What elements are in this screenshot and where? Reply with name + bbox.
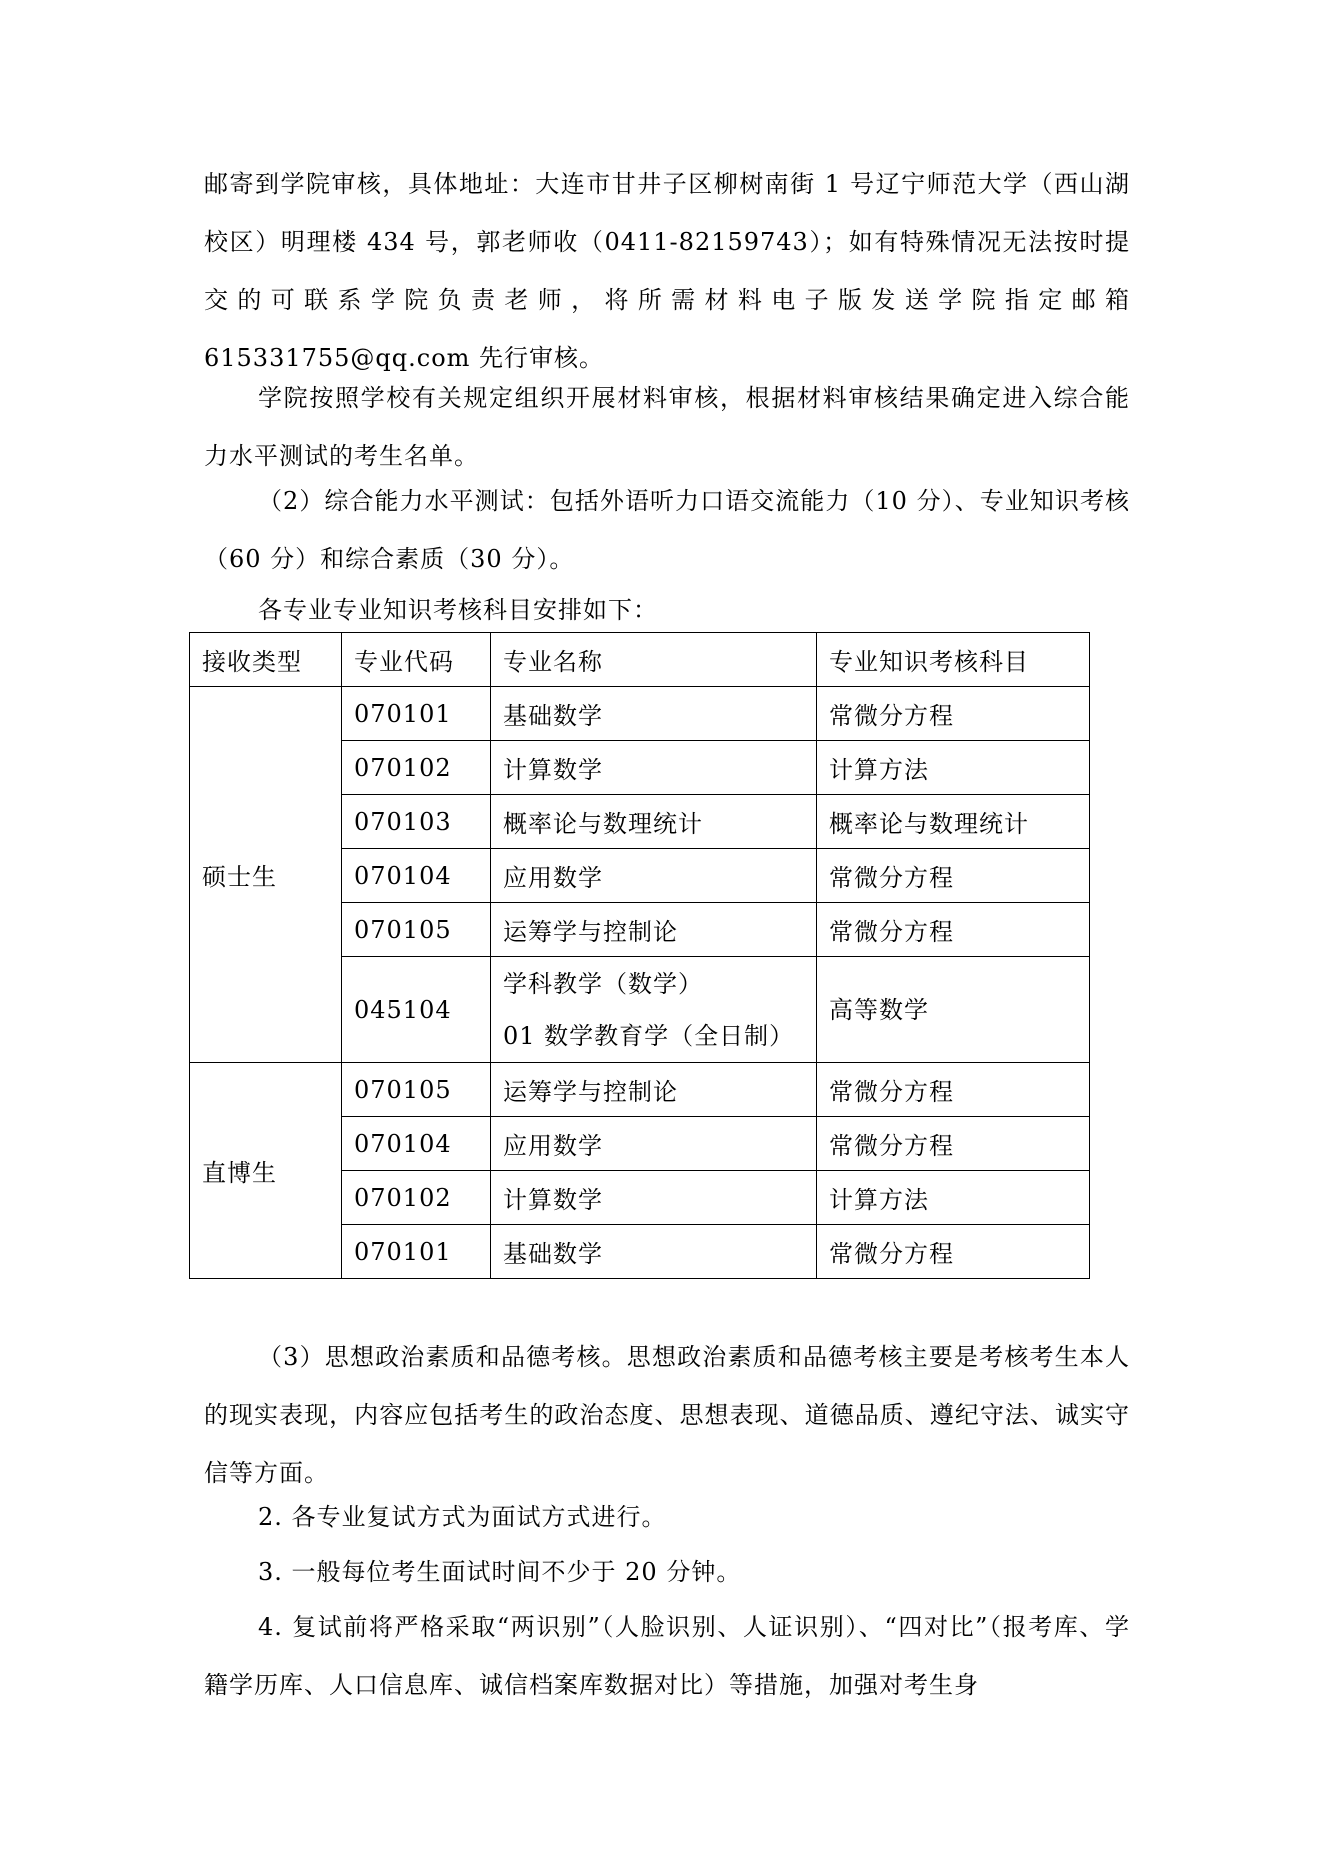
cell-subject: 常微分方程: [817, 1225, 1090, 1279]
subjects-table: [189, 632, 1090, 1279]
cell-code: 070102: [342, 741, 491, 795]
header-name: 专业名称: [491, 633, 817, 687]
cell-code: 070102: [342, 1171, 491, 1225]
cell-name: 基础数学: [491, 687, 817, 741]
paragraph-identity-verification: 4. 复试前将严格采取“两识别”（人脸识别、人证识别）、“四对比”（报考库、学籍学历库、人口信息库、诚信档案库数据对比）等措施，加强对考生身: [204, 1613, 1130, 1699]
cell-name: 应用数学: [491, 849, 817, 903]
cell-name: 应用数学: [491, 1117, 817, 1171]
cell-code: 045104: [342, 957, 491, 1063]
cell-code: 070104: [342, 849, 491, 903]
cell-subject: 常微分方程: [817, 1063, 1090, 1117]
cell-code: 070101: [342, 1225, 491, 1279]
cell-name: 运筹学与控制论: [491, 1063, 817, 1117]
cell-code: 070105: [342, 903, 491, 957]
cell-code: 070104: [342, 1117, 491, 1171]
paragraph-material-review: 学院按照学校有关规定组织开展材料审核，根据材料审核结果确定进入综合能力水平测试的考生名单。: [204, 384, 1130, 470]
cell-name: 概率论与数理统计: [491, 795, 817, 849]
cell-code: 070101: [342, 687, 491, 741]
table-header-row: [190, 633, 1090, 687]
paragraph-political-assessment: （3）思想政治素质和品德考核。思想政治素质和品德考核主要是考核考生本人的现实表现，内容应包括考生的政治态度、思想表现、道德品质、遵纪守法、诚实守信等方面。: [204, 1343, 1130, 1487]
cell-code: 070105: [342, 1063, 491, 1117]
cell-subject: 常微分方程: [817, 849, 1090, 903]
group-type-master: 硕士生: [190, 687, 342, 1063]
cell-subject: 高等数学: [817, 957, 1090, 1063]
paragraph-mailing-address: 邮寄到学院审核，具体地址：大连市甘井子区柳树南街 1 号辽宁师范大学（西山湖校区）明理楼 434 号，郭老师收（0411-82159743）；如有特殊情况无法按时提交的可联系学院负责老师，将所需材料电子版发送学院指定邮箱 615331755@qq.com 先行审核。: [204, 170, 1130, 372]
cell-name-line1: 学科教学（数学）: [503, 969, 703, 998]
paragraph-interview-duration: 3. 一般每位考生面试时间不少于 20 分钟。: [258, 1558, 742, 1586]
cell-name-line2: 01 数学教育学（全日制）: [503, 1021, 795, 1050]
cell-subject: 计算方法: [817, 741, 1090, 795]
cell-name-two-line: [491, 957, 817, 1063]
cell-subject: 常微分方程: [817, 1117, 1090, 1171]
table-row: [190, 1063, 1090, 1117]
cell-subject: 计算方法: [817, 1171, 1090, 1225]
paragraph-table-intro: 各专业专业知识考核科目安排如下：: [258, 596, 658, 624]
cell-subject: 概率论与数理统计: [817, 795, 1090, 849]
cell-name: 运筹学与控制论: [491, 903, 817, 957]
cell-subject: 常微分方程: [817, 903, 1090, 957]
cell-name: 计算数学: [491, 741, 817, 795]
paragraph-comprehensive-test: （2）综合能力水平测试：包括外语听力口语交流能力（10 分）、专业知识考核（60 分）和综合素质（30 分）。: [204, 487, 1130, 573]
header-code: 专业代码: [342, 633, 491, 687]
cell-code: 070103: [342, 795, 491, 849]
group-type-doctoral: 直博生: [190, 1063, 342, 1279]
cell-name: 基础数学: [491, 1225, 817, 1279]
cell-subject: 常微分方程: [817, 687, 1090, 741]
table-row: [190, 687, 1090, 741]
paragraph-interview-method: 2. 各专业复试方式为面试方式进行。: [258, 1503, 667, 1531]
cell-name: 计算数学: [491, 1171, 817, 1225]
header-type: 接收类型: [190, 633, 342, 687]
header-subject: 专业知识考核科目: [817, 633, 1090, 687]
